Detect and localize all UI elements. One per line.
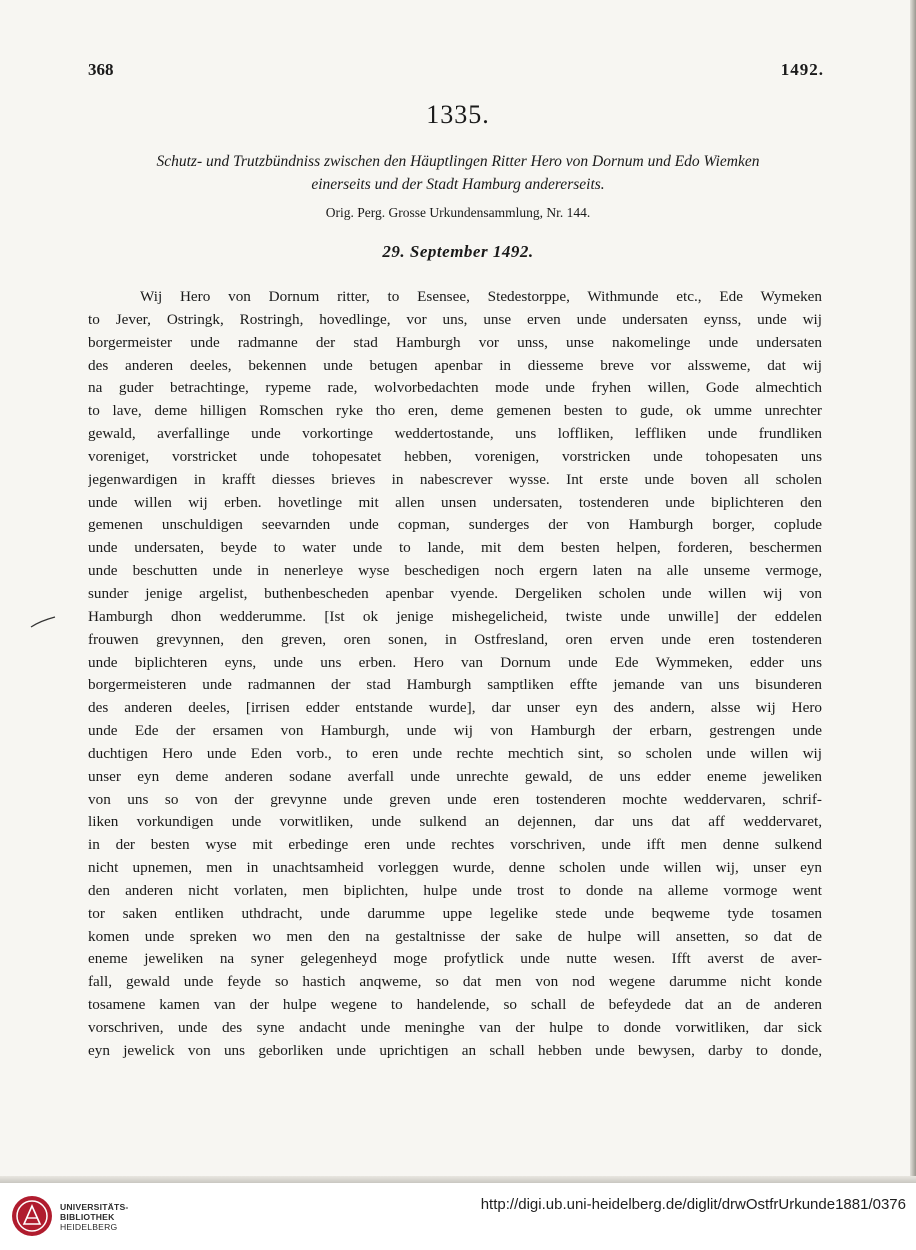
margin-annotation-mark [30,615,56,629]
text-line: jegenwardigen in krafft diesses brieves in nabescrever wysse. Int erste unde boven all scholen [88,470,822,488]
document-title [80,150,836,196]
library-logo[interactable] [10,1194,150,1240]
text-line: fall, gewald unde feyde so hastich anqweme, so dat men von nod wegene darumme nicht konde [88,973,822,991]
text-line: unde undersaten, beyde to water unde to lande, mit dem besten helpen, forderen, beschermen [88,539,822,557]
text-line: komen unde spreken wo men den na gestaltnisse der sake de hulpe will ansetten, so dat de [88,927,822,945]
text-line: tosamene kamen van der hulpe wegene to handelende, so schall de befeydede dat an de anderen [88,996,822,1014]
text-line: gemenen unschuldigen seevarnden unde copman, sunderges der von Hamburgh borger, coplude [88,516,822,534]
text-line: na guder betrachtinge, rypeme rade, wolvorbedachten mode unde fryhen willen, Gode almechtich [88,379,822,397]
page-number: 368 [88,60,114,79]
text-line: eyn jewelick von uns geborliken unde uprichtigen an schall hebben unde bewysen, darby to donde, [88,1041,822,1059]
text-line: frouwen grevynnen, den greven, oren sonen, in Ostfresland, oren erven unde eren tostenderen [88,630,822,648]
document-title-line: einerseits und der Stadt Hamburg andererseits. [311,176,605,193]
text-line: den anderen nicht vorlaten, men biplichten, hulpe unde trost to donde na alleme vormoge went [88,881,822,899]
text-line: Wij Hero von Dornum ritter, to Esensee, Stedestorppe, Withmunde etc., Ede Wymeken [140,288,822,305]
text-line: unser eyn deme anderen sodane averfall unde unrechte gewald, de uns edder eneme jeweliken [88,767,822,785]
university-seal-icon [10,1194,54,1238]
text-line: in der besten wyse mit erbedinge eren unde rechtes vorschriven, unde ifft men denne sulkend [88,836,822,854]
page-edge-shadow [910,0,916,1183]
document-title-line: Schutz- und Trutzbündniss zwischen den Häuptlingen Ritter Hero von Dornum und Edo Wiemken [156,153,760,170]
text-line: unde biplichteren eyns, unde uns erben. Hero van Dornum unde Ede Wymmeken, edder uns [88,653,822,671]
text-line: unde willen wij erben. hovetlinge mit allen unsen undersaten, tostenderen unde biplichteren den [88,493,822,511]
document-number: 1335. [426,100,490,129]
text-line: tor saken entliken uthdracht, unde darumme uppe legelike stede unde beqweme tyde tosamen [88,904,822,922]
library-name-line: HEIDELBERG [60,1222,118,1232]
library-name-line: BIBLIOTHEK [60,1212,115,1222]
text-line: unde Ede der ersamen von Hamburgh, unde wij von Hamburgh der erbarn, gestrengen unde [88,722,822,740]
text-line: eneme jeweliken na syner gelegenheyd moge profytlick unde nutte wesen. Ifft averst de aver- [88,950,822,968]
page-bottom-edge [0,1176,916,1183]
footer-bar [0,1183,916,1250]
text-line: des anderen deeles, [irrisen edder entstande wurde], dar unser eyn des andern, alsse wij Hero [88,699,822,717]
library-name-line: UNIVERSITÄTS- [60,1202,129,1212]
text-line: von uns so von der grevynne unde greven unde eren tostenderen mochte weddervaren, schrif- [88,790,822,808]
text-line: to Jever, Ostringk, Rostringh, hovedlinge, vor uns, unse erven unde undersaten eynss, unde wij [88,310,822,328]
text-line: liken vorkundigen unde vorwitliken, unde sulkend an dejennen, dar uns dat aff weddervaret, [88,813,822,831]
running-head-year: 1492. [780,60,824,79]
text-line: sunder jenige argelist, buthenbescheden apenbar vyende. Dergeliken scholen unde willen wij von [88,584,822,602]
text-line: Hamburgh dhon wedderumme. [Ist ok jenige mishegelicheid, twiste unde unwille] der eddelen [88,607,822,625]
document-source: Orig. Perg. Grosse Urkundensammlung, Nr. 144. [325,205,591,220]
text-line: nicht upnemen, men in unachtsamheid vorleggen wurde, denne scholen unde willen wij, unser eyn [88,859,822,877]
text-line: duchtigen Hero unde Eden vorb., to eren unde rechte mechtich sint, so scholen unde willen wij [88,744,822,762]
library-name [60,1202,129,1232]
text-line: vorschriven, unde des syne andacht unde meninghe van der hulpe to donde vorwitliken, dar sick [88,1019,822,1036]
document-date: 29. September 1492. [382,242,534,261]
text-line: gewald, averfallinge unde vorkortinge weddertostande, uns lofflikеn, leffliken unde frundliken [88,425,822,443]
text-line: borgermeisteren unde radmannen der stad Hamburgh samptliken effte jemande van uns bisunderen [88,676,822,694]
permalink-url[interactable]: http://digi.ub.uni-heidelberg.de/diglit/drwOstfrUrkunde1881/0376 [480,1196,906,1213]
document-body [88,286,822,1063]
text-line: des anderen deeles, bekennen unde betugen apenbar in diesseme breve vor alssweme, dat wij [88,356,822,374]
text-line: to lave, deme hilligen Romschen ryke tho eren, deme gemenen besten to gude, ok umme unrechter [88,402,822,420]
text-line: voreniget, vorstricket unde tohopesatet hebben, vorenigen, vorstricken unde tohopesaten uns [88,447,822,465]
text-line: unde beschutten unde in nenerleye wyse beschedigen noch ergern laten na alle unseme vermoge, [88,562,822,580]
text-line: borgermeister unde radmanne der stad Hamburgh vor unss, unse nakomelinge unde undersaten [88,333,822,351]
